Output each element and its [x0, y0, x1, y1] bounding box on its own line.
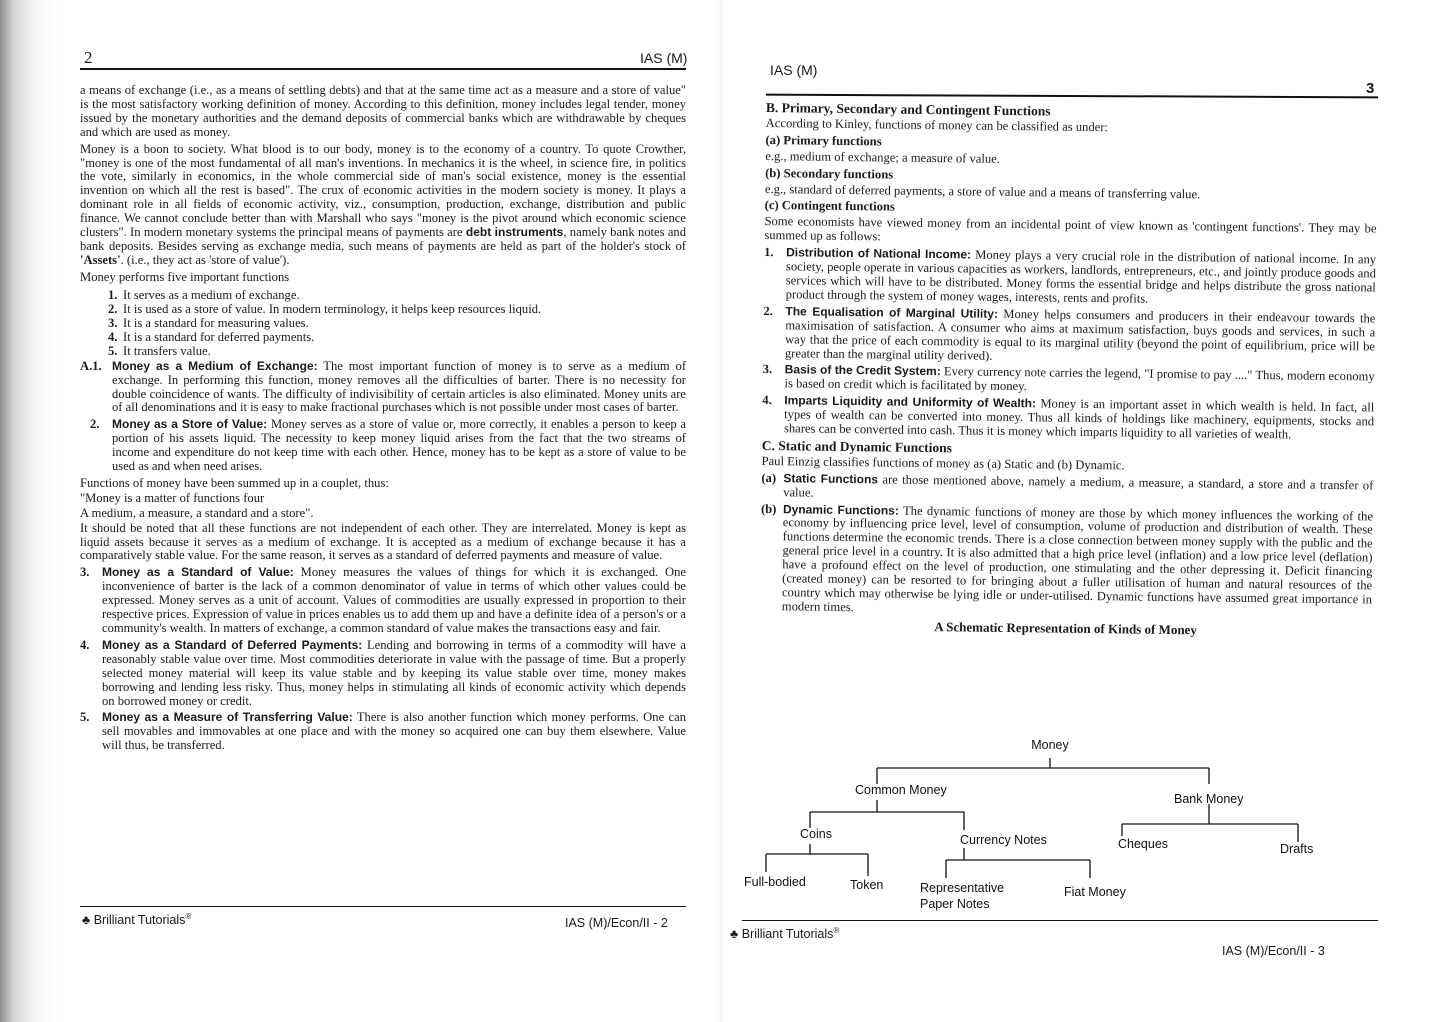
functions-list	[108, 288, 686, 358]
couplet-line-1: "Money is a matter of functions four	[80, 490, 265, 505]
list-text: It is a standard for measuring values.	[123, 315, 309, 330]
publisher-name: Brilliant Tutorials	[93, 913, 186, 928]
right-page	[722, 0, 1445, 1022]
list-text: It transfers value.	[123, 343, 211, 358]
item-number: (b)	[760, 501, 777, 516]
para-intro: a means of exchange (i.e., as a means of settling debts) and that at the same time act as a measure and a store of value" is the most satisfactory working definition of money. According to this definition, money includes legal tender, money issued by the monetary authorities and the demand deposits of commercial banks which are withdrawable by cheques and which are used as money.	[80, 83, 686, 139]
footer-rule	[742, 920, 1378, 921]
section-text: Lending and borrowing in terms of a commodity will have a reasonably stable value over time. Most commodities deteriorate in value with the passage of time. But a properly selected money material will keep its value stable and by keeping its value stable over time, money makes borrowing and lending less risky. Thus, money helps in stimulating all kinds of economic activity which depends on borrowed money or credit.	[102, 637, 687, 708]
section-title: Money as a Standard of Value:	[102, 565, 294, 580]
primary-title: (a) Primary functions	[765, 132, 882, 149]
node-cheques: Cheques	[1118, 837, 1169, 851]
header-rule	[80, 68, 686, 70]
item-number: 4.	[762, 393, 772, 408]
list-number: 3.	[108, 315, 118, 330]
item-number: 2.	[763, 303, 773, 318]
item-title: Imparts Liquidity and Uniformity of Wealth:	[784, 393, 1037, 411]
para-boon-text-1: Money is a boon to society. What blood is to our body, money is to the economy of a country. To quote Crowther, "money is one of the most fundamental of all man's inventions. In mechanics it is the wheel, in science fire, in politics the vote, similarly in economics, in the whole commercial side of man's social existence, money is the essential invention on which all the rest is based". The crux of economic activities in the modern society is money. It plays a dominant role in all fields of economic activity, viz., consumption, production, exchange, distribution and public finance. We cannot conclude better than with Marshall who says "money is the pivot around which economic science clusters". In modern monetary systems the principal means of payments are	[80, 141, 686, 240]
para-boon-text-3: . (i.e., they act as 'store of value').	[120, 252, 290, 267]
item-title: Dynamic Functions:	[782, 501, 899, 518]
section-a4	[80, 639, 686, 709]
item-text: Every currency note carries the legend, "I promise to pay ...." Thus, modern economy is based on credit which is facilitated by money.	[784, 364, 1375, 394]
section-a3	[80, 566, 686, 636]
section-a2	[90, 418, 686, 474]
section-number: 5.	[80, 710, 90, 725]
section-title: Money as a Standard of Deferred Payments:	[102, 637, 363, 652]
functions-intro: Money performs five important functions	[80, 269, 290, 284]
list-text: It is used as a store of value. In modern terminology, it helps keep resources liquid.	[123, 301, 542, 316]
contingent-1	[764, 246, 1377, 309]
node-coins: Coins	[800, 827, 832, 841]
item-title: Distribution of National Income:	[786, 245, 972, 262]
section-text: The most important function of money is to serve as a medium of exchange. In performing this function, money removes all the difficulties of barter. There is no necessity for double coincidence of wants. The difficulty of indivisibility of certain articles is also eliminated. Money units are of all denominations and it is easy to make fractional purchases which is not possible under most cases of barter.	[112, 358, 687, 415]
page-number: 2	[84, 48, 93, 67]
section-b-title: B. Primary, Secondary and Contingent Functions	[765, 100, 1051, 119]
list-item	[108, 316, 686, 330]
para-boon-text-2: , namely bank notes and bank deposits. Besides serving as exchange media, such means of payments are held as part of the holder's stock of	[80, 225, 686, 253]
money-kinds-diagram	[722, 728, 1445, 918]
dynamic-functions	[760, 503, 1373, 622]
couplet-intro: Functions of money have been summed up in a couplet, thus:	[80, 475, 389, 490]
secondary-text: e.g., standard of deferred payments, a store of value and a means of transferring value.	[764, 181, 1201, 201]
item-text: Money is an important asset in which wealth is held. In fact, all types of wealth can be converted into money. Thus all kinds of holdings like machinery, equipments, stocks and shares can be converted into cash. Thus it is money which imparts liquidity to all varieties of wealth.	[783, 396, 1375, 442]
node-full-bodied: Full-bodied	[744, 875, 806, 889]
secondary-title: (b) Secondary functions	[765, 165, 894, 182]
para-boon-bold-1: debt instruments	[465, 225, 564, 240]
node-representative: Representative	[920, 881, 1005, 895]
item-text: Money helps consumers and producers in their endeavour towards the maximisation of satisfaction. A consumer who aims at maximum satisfaction, buys goods and services, in such a way that the price of each commodity is equal to its marginal utility (beyond the point of equilibrium, price will be greater than the marginal utility derived).	[784, 306, 1376, 363]
node-bank-money: Bank Money	[1174, 792, 1244, 806]
contingent-intro: Some economists have viewed money from an incidental point of view known as 'contingent functions'. They may be summed up as follows:	[764, 214, 1377, 244]
footer-publisher	[82, 912, 191, 927]
section-title: Money as a Medium of Exchange:	[112, 358, 318, 373]
section-text: Money measures the values of things for which it is exchanged. One inconvenience of barter is the lack of a common denominator of value in terms of which other values could be expressed. Money serves as a unit of account. Values of commodities are usually expressed in proportion to their respective prices. Expression of value in prices enables us to add them up and have a definite idea of a person's or a community's wealth. In matters of exchange, a common standard of value makes the transactions easy and fair.	[102, 565, 686, 635]
schematic-title: A Schematic Representation of Kinds of Money	[934, 618, 1197, 638]
section-number: A.1.	[80, 358, 102, 373]
item-text: Money plays a very crucial role in the distribution of national income. In any society, people operate in various capacities as workers, landlords, entrepreneurs, etc., and jointly produce goods and services which will have to be distributed. Money forms the essential bridge and helps distribute the gross national product through the system of money wages, interests, rents and profits.	[785, 247, 1377, 306]
list-number: 1.	[108, 287, 118, 302]
section-text: There is also another function which money performs. One can sell movables and immovables at one place and with the money so acquired one can buy them elsewhere. Value will thus, be transferred.	[102, 710, 686, 753]
para-boon	[80, 143, 686, 268]
list-number: 2.	[108, 301, 118, 316]
contingent-4	[762, 394, 1374, 443]
section-a1	[80, 360, 686, 416]
item-title: The Equalisation of Marginal Utility:	[785, 304, 999, 321]
item-number: (a)	[761, 470, 777, 485]
footer-code: IAS (M)/Econ/II - 2	[565, 916, 668, 930]
section-number: 2.	[90, 417, 100, 432]
header-rule	[766, 94, 1378, 99]
section-text: Money serves as a store of value or, more correctly, it enables a person to keep a portion of his assets liquid. The necessity to keep money liquid arises from the fact that the two streams of income and expenditure do not keep time with each other. Hence, money has to be kept as a store of value to be used as and when need arises.	[112, 417, 687, 474]
section-c-title: C. Static and Dynamic Functions	[761, 437, 953, 456]
section-title: Money as a Measure of Transferring Value:	[102, 710, 353, 725]
item-number: 1.	[764, 245, 774, 260]
list-text: It is a standard for deferred payments.	[123, 329, 315, 344]
node-fiat-money: Fiat Money	[1064, 885, 1126, 899]
list-number: 5.	[108, 343, 118, 358]
contingent-2	[763, 305, 1376, 368]
footer-code: IAS (M)/Econ/II - 3	[1222, 944, 1325, 958]
club-icon: ♣	[730, 927, 739, 942]
para-interrelated: It should be noted that all these functions are not independent of each other. They are interrelated. Money is kept as liquid assets because it serves as a medium of exchange. It is accepted as a medium of exchange because it has a comparatively stable value. For the same reason, it serves as a standard of deferred payments and measure of value.	[80, 520, 686, 563]
section-c-intro: Paul Einzig classifies functions of money as (a) Static and (b) Dynamic.	[761, 453, 1125, 473]
section-a5	[80, 711, 686, 753]
section-b-intro: According to Kinley, functions of money can be classified as under:	[765, 115, 1109, 135]
registered-mark: ®	[185, 912, 192, 921]
left-page	[0, 0, 722, 1022]
section-title: Money as a Store of Value:	[112, 417, 268, 432]
node-token: Token	[850, 878, 884, 892]
footer-rule	[80, 906, 686, 907]
right-body	[760, 101, 1378, 639]
item-title: Basis of the Credit System:	[784, 362, 941, 379]
footer-publisher	[730, 926, 839, 941]
diagram-connectors	[766, 758, 1298, 878]
list-item	[108, 288, 686, 302]
item-title: Static Functions	[783, 470, 879, 487]
left-body	[80, 84, 686, 756]
contingent-title: (c) Contingent functions	[764, 198, 895, 215]
item-text: are those mentioned above, namely a medium, a measure, a standard, a store and a transfer of value.	[783, 472, 1374, 500]
node-paper-notes: Paper Notes	[920, 897, 990, 911]
node-drafts: Drafts	[1280, 842, 1314, 856]
registered-mark: ®	[833, 926, 840, 935]
club-icon: ♣	[82, 913, 91, 928]
node-common-money: Common Money	[855, 783, 947, 797]
list-item	[108, 330, 686, 344]
running-header: IAS (M)	[770, 62, 818, 78]
list-number: 4.	[108, 329, 118, 344]
running-header: IAS (M)	[640, 50, 688, 66]
section-number: 3.	[80, 565, 90, 580]
primary-text: e.g., medium of exchange; a measure of value.	[765, 148, 1001, 166]
section-number: 4.	[80, 637, 90, 652]
node-currency-notes: Currency Notes	[960, 833, 1047, 847]
list-item	[108, 302, 686, 316]
para-boon-bold-2: 'Assets'	[80, 252, 121, 267]
item-number: 3.	[762, 362, 773, 377]
list-item	[108, 344, 686, 358]
couplet-line-2: A medium, a measure, a standard and a store".	[80, 505, 314, 520]
item-text: The dynamic functions of money are those by which money influences the working of the economy by influencing price level, level of consumption, volume of production and distribution of wealth. These functions determine the economic trends. There is a close connection between money supply with the public and the general price level in a country. It is also admitted that a high price level (inflation) and a low price level (deflation) have a profound effect on the level of production, one stimulating and the other depressing it. Deficit financing (created money) can be resorted to for bringing about a fuller utilisation of human and natural resources of the country which may otherwise be lying idle or under-utilised. Dynamic functions have assumed great importance in modern times.	[781, 503, 1374, 615]
list-text: It serves as a medium of exchange.	[123, 287, 300, 302]
publisher-name: Brilliant Tutorials	[741, 927, 834, 942]
page-number: 3	[1366, 80, 1375, 97]
node-money: Money	[1031, 738, 1069, 752]
